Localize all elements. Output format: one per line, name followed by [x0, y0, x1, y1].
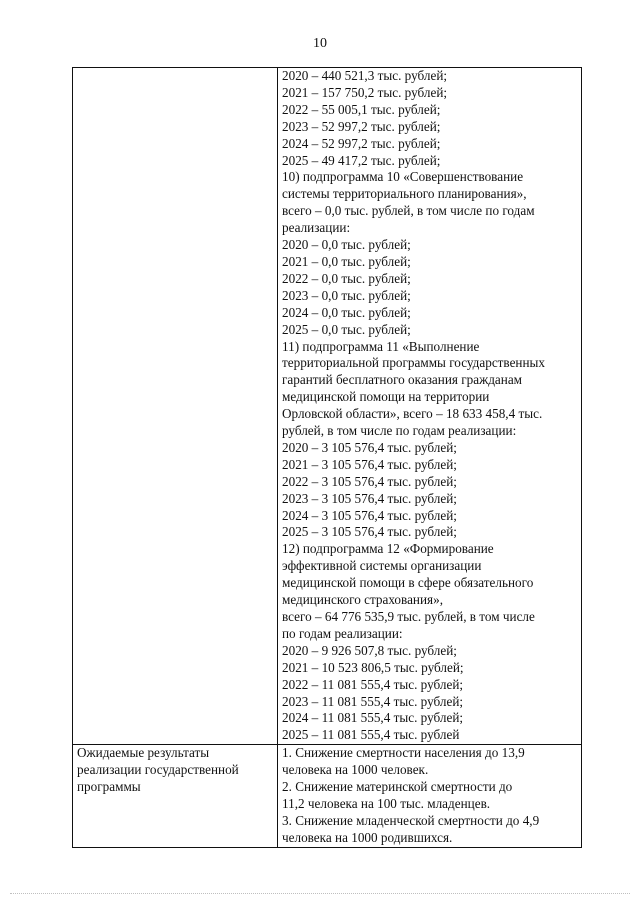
financing-text-line: 2023 – 52 997,2 тыс. рублей; [282, 118, 441, 134]
financing-text-line: 11) подпрограмма 11 «Выполнение [282, 338, 480, 354]
table-row-financing [73, 68, 582, 745]
financing-text-line: 2024 – 52 997,2 тыс. рублей; [282, 135, 441, 151]
expected-results-label-line: Ожидаемые результаты [77, 745, 210, 761]
financing-text-line: 2024 – 0,0 тыс. рублей; [282, 304, 411, 320]
expected-results-cell [278, 745, 582, 847]
financing-text-line: 2024 – 11 081 555,4 тыс. рублей; [282, 710, 464, 726]
financing-text-line: гарантий бесплатного оказания гражданам [282, 372, 523, 388]
expected-results-text-line: 11,2 человека на 100 тыс. младенцев. [282, 795, 491, 811]
expected-results-text-line: 1. Снижение смертности населения до 13,9 [282, 745, 525, 761]
page-number: 10 [313, 36, 327, 51]
financing-text-line: территориальной программы государственных [282, 355, 546, 371]
financing-text-line: 2025 – 0,0 тыс. рублей; [282, 321, 411, 337]
financing-text-line: по годам реализации: [282, 625, 403, 641]
table-row-expected-results [73, 745, 582, 847]
financing-text-line: рублей, в том числе по годам реализации: [282, 423, 517, 439]
financing-text-line: медицинского страхования», [282, 592, 444, 608]
financing-text-line: эффективной системы организации [282, 558, 482, 574]
financing-text-line: 2022 – 55 005,1 тыс. рублей; [282, 101, 441, 117]
financing-text-line: всего – 0,0 тыс. рублей, в том числе по годам [282, 203, 535, 219]
financing-text-line: 2020 – 9 926 507,8 тыс. рублей; [282, 642, 457, 658]
financing-text-line: 2023 – 3 105 576,4 тыс. рублей; [282, 490, 457, 506]
passport-table [72, 67, 582, 848]
financing-text-line: 12) подпрограмма 12 «Формирование [282, 541, 494, 557]
financing-text-line: 2020 – 3 105 576,4 тыс. рублей; [282, 439, 457, 455]
scan-artifact-line [10, 893, 630, 896]
financing-text-line: 2021 – 3 105 576,4 тыс. рублей; [282, 456, 457, 472]
financing-text-line: 2022 – 0,0 тыс. рублей; [282, 270, 411, 286]
expected-results-text-line: 2. Снижение материнской смертности до [282, 779, 513, 795]
financing-cell [278, 68, 582, 745]
financing-text-line: медицинской помощи в сфере обязательного [282, 575, 534, 591]
financing-text-line: системы территориального планирования», [282, 186, 527, 202]
financing-text-line: 2020 – 0,0 тыс. рублей; [282, 237, 411, 253]
financing-text-line: 2025 – 11 081 555,4 тыс. рублей [282, 727, 460, 743]
expected-results-text-line: человека на 1000 родившихся. [282, 829, 453, 845]
financing-text-line: 2025 – 3 105 576,4 тыс. рублей; [282, 524, 457, 540]
financing-text-line: реализации: [282, 220, 351, 236]
expected-results-label-line: реализации государственной [77, 762, 239, 778]
row-label-cell-empty [73, 68, 278, 745]
financing-text-line: 10) подпрограмма 10 «Совершенствование [282, 169, 524, 185]
expected-results-label-cell [73, 745, 278, 847]
expected-results-text-line: 3. Снижение младенческой смертности до 4,9 [282, 812, 540, 828]
financing-text-line: 2021 – 157 750,2 тыс. рублей; [282, 84, 448, 100]
financing-text-line: 2022 – 11 081 555,4 тыс. рублей; [282, 676, 464, 692]
financing-text-line: 2025 – 49 417,2 тыс. рублей; [282, 152, 441, 168]
expected-results-text-line: человека на 1000 человек. [282, 762, 429, 778]
financing-text-line: 2023 – 0,0 тыс. рублей; [282, 287, 411, 303]
financing-text-line: всего – 64 776 535,9 тыс. рублей, в том числе [282, 609, 535, 624]
financing-text-line: 2021 – 0,0 тыс. рублей; [282, 253, 411, 269]
expected-results-label-line: программы [77, 779, 141, 795]
financing-text-line: 2022 – 3 105 576,4 тыс. рублей; [282, 473, 457, 489]
financing-text-line: 2020 – 440 521,3 тыс. рублей; [282, 68, 448, 83]
financing-text-line: 2023 – 11 081 555,4 тыс. рублей; [282, 693, 464, 709]
financing-text-line: медицинской помощи на территории [282, 389, 490, 405]
financing-text-line: 2021 – 10 523 806,5 тыс. рублей; [282, 659, 464, 675]
financing-text-line: 2024 – 3 105 576,4 тыс. рублей; [282, 507, 457, 523]
financing-text-line: Орловской области», всего – 18 633 458,4 тыс. [282, 406, 543, 422]
